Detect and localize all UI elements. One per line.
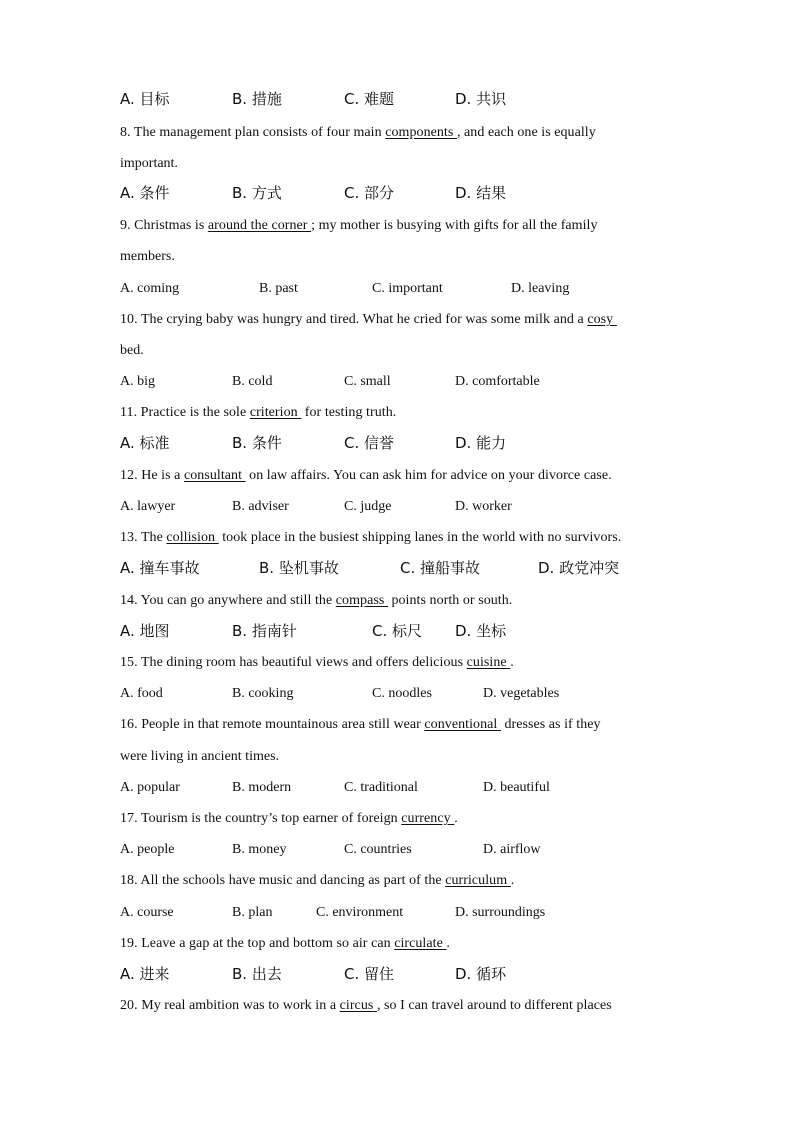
q14-option-d: D. 坐标 [455, 622, 507, 640]
q17-option-a: A. people [120, 842, 175, 857]
q19-option-c: C. 留住 [344, 965, 395, 983]
q8-option-b: B. 方式 [232, 184, 282, 202]
q12-option-d: D. worker [455, 499, 512, 514]
q10-target-word: cosy [587, 312, 614, 327]
q17-option-b: B. money [232, 842, 287, 857]
q19-option-b: B. 出去 [232, 965, 282, 983]
q11-target-word: criterion [249, 405, 298, 420]
q16-text-pre: 16. People in that remote mountainous area still wear [120, 717, 425, 732]
q18-option-d: D. surroundings [455, 905, 546, 920]
q17-option-c: C. countries [344, 842, 412, 857]
q20-text-pre: 20. My real ambition was to work in a [120, 998, 340, 1013]
q18-text-pre: 18. All the schools have music and dancing as part of the [120, 873, 446, 888]
q15-option-b: B. cooking [232, 686, 294, 701]
q15-stem [120, 654, 680, 672]
q10-stem [120, 311, 680, 329]
q11-option-a: A. 标准 [120, 434, 170, 452]
q18-option-c: C. environment [316, 905, 404, 920]
q14-option-b: B. 指南针 [232, 622, 297, 640]
q12-option-c: C. judge [344, 499, 392, 514]
q9-option-c: C. important [372, 281, 443, 296]
q18-option-b: B. plan [232, 905, 273, 920]
q18-option-a: A. course [120, 905, 174, 920]
q9-text-pre: 9. Christmas is [120, 218, 208, 233]
q20-stem [120, 997, 680, 1015]
q15-text-pre: 15. The dining room has beautiful views and offers delicious [120, 655, 467, 670]
q9-target-word: around the corner [207, 218, 308, 233]
q12-option-b: B. adviser [232, 499, 289, 514]
q10-text-pre: 10. The crying baby was hungry and tired. What he cried for was some milk and a [120, 312, 588, 327]
q7-option-a: A. 目标 [120, 90, 170, 108]
q15-option-a: A. food [120, 686, 163, 701]
q17-text-post: . [454, 811, 458, 826]
q8-option-c: C. 部分 [344, 184, 395, 202]
q10-stem-cont: bed. [120, 343, 144, 358]
q17-option-d: D. airflow [483, 842, 541, 857]
q10-option-c: C. small [344, 374, 391, 389]
q10-option-d: D. comfortable [455, 374, 540, 389]
q13-text-pre: 13. The [120, 530, 167, 545]
q20-target-word: circus [339, 998, 374, 1013]
q16-stem [120, 716, 680, 734]
q8-option-a: A. 条件 [120, 184, 170, 202]
q13-option-c: C. 撞船事故 [400, 559, 481, 577]
q12-stem [120, 467, 680, 485]
q19-text-pre: 19. Leave a gap at the top and bottom so air can [120, 936, 395, 951]
q17-stem [120, 810, 680, 828]
q7-option-b: B. 措施 [232, 90, 282, 108]
q11-option-b: B. 条件 [232, 434, 282, 452]
q17-text-pre: 17. Tourism is the country’s top earner of foreign [120, 811, 402, 826]
q16-stem-cont: were living in ancient times. [120, 749, 280, 764]
q8-text-post: , and each one is equally [456, 125, 596, 140]
q20-text-post: , so I can travel around to different places [376, 998, 612, 1013]
q8-stem [120, 124, 680, 142]
q14-option-a: A. 地图 [120, 622, 170, 640]
q16-target-word: conventional [424, 717, 498, 732]
q13-text-post: took place in the busiest shipping lanes in the world with no survivors. [218, 530, 622, 545]
q12-text-pre: 12. He is a [120, 468, 184, 483]
q13-option-b: B. 坠机事故 [259, 559, 339, 577]
q8-text-pre: 8. The management plan consists of four main [120, 125, 386, 140]
q15-option-d: D. vegetables [483, 686, 560, 701]
q11-text-pre: 11. Practice is the sole [120, 405, 250, 420]
q16-option-d: D. beautiful [483, 780, 550, 795]
q15-target-word: cuisine [466, 655, 507, 670]
q19-option-a: A. 进来 [120, 965, 170, 983]
q9-option-b: B. past [259, 281, 298, 296]
q13-stem [120, 529, 680, 547]
q14-text-pre: 14. You can go anywhere and still the [120, 593, 336, 608]
q16-option-c: C. traditional [344, 780, 418, 795]
q13-option-d: D. 政党冲突 [538, 559, 620, 577]
q9-text-post: ; my mother is busying with gifts for all the family [311, 218, 598, 233]
q14-target-word: compass [335, 593, 385, 608]
q15-text-post: . [510, 655, 514, 670]
q11-option-c: C. 信誉 [344, 434, 395, 452]
q9-stem [120, 217, 680, 235]
q11-option-d: D. 能力 [455, 434, 507, 452]
q17-target-word: currency [401, 811, 451, 826]
q10-option-a: A. big [120, 374, 155, 389]
q11-text-post: for testing truth. [301, 405, 397, 420]
q19-option-d: D. 循环 [455, 965, 507, 983]
q8-option-d: D. 结果 [455, 184, 507, 202]
q18-stem [120, 872, 680, 890]
q7-option-c: C. 难题 [344, 90, 395, 108]
q13-option-a: A. 撞车事故 [120, 559, 200, 577]
q19-stem [120, 935, 680, 953]
q16-option-a: A. popular [120, 780, 180, 795]
q11-stem [120, 404, 680, 422]
q9-option-d: D. leaving [511, 281, 570, 296]
q14-text-post: points north or south. [387, 593, 513, 608]
q8-stem-cont: important. [120, 156, 178, 171]
q18-target-word: curriculum [445, 873, 508, 888]
q8-target-word: components [385, 125, 454, 140]
q12-option-a: A. lawyer [120, 499, 176, 514]
q14-option-c: C. 标尺 [372, 622, 423, 640]
q16-text-post: dresses as if they [500, 717, 601, 732]
q12-text-post: on law affairs. You can ask him for advice on your divorce case. [245, 468, 612, 483]
q13-target-word: collision [166, 530, 216, 545]
q15-option-c: C. noodles [372, 686, 432, 701]
q16-option-b: B. modern [232, 780, 292, 795]
q7-option-d: D. 共识 [455, 90, 507, 108]
q9-stem-cont: members. [120, 249, 175, 264]
q12-target-word: consultant [183, 468, 243, 483]
q14-stem [120, 592, 680, 610]
q18-text-post: . [510, 873, 515, 888]
q19-text-post: . [446, 936, 450, 951]
q19-target-word: circulate [394, 936, 443, 951]
q9-option-a: A. coming [120, 281, 180, 296]
q10-option-b: B. cold [232, 374, 273, 389]
